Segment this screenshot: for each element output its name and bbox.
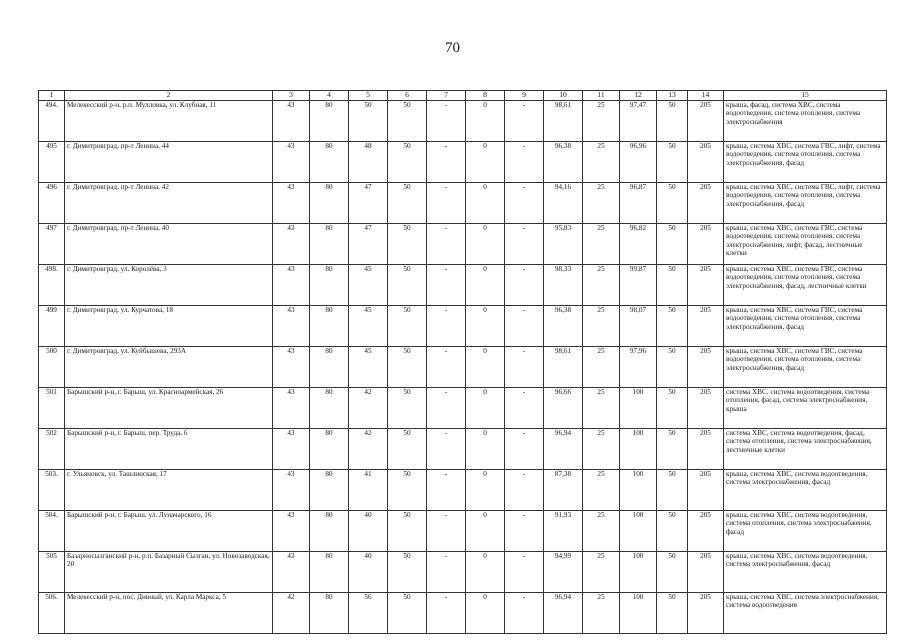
- value-cell: 98,61: [544, 101, 583, 142]
- value-cell: 94,16: [544, 183, 583, 224]
- table-row: [39, 142, 887, 183]
- address-cell: Мелекесский р-н, р.п. Мулловка, ул. Клубная, 11: [65, 101, 273, 142]
- value-cell: 42: [349, 429, 388, 470]
- table-body: [39, 101, 887, 634]
- value-cell: 50: [657, 183, 688, 224]
- value-cell: 50: [657, 511, 688, 552]
- value-cell: 50: [657, 470, 688, 511]
- value-cell: 80: [310, 306, 349, 347]
- row-number-cell: 495: [39, 142, 65, 183]
- column-header: 4: [310, 91, 349, 101]
- column-header: 3: [273, 91, 310, 101]
- value-cell: 25: [583, 552, 620, 593]
- value-cell: 25: [583, 224, 620, 265]
- value-cell: -: [427, 265, 466, 306]
- value-cell: -: [427, 183, 466, 224]
- value-cell: -: [427, 224, 466, 265]
- value-cell: 0: [466, 265, 505, 306]
- value-cell: 205: [688, 388, 724, 429]
- value-cell: 0: [466, 470, 505, 511]
- value-cell: 43: [273, 306, 310, 347]
- value-cell: 100: [620, 552, 657, 593]
- value-cell: 43: [273, 142, 310, 183]
- works-cell: крыша, система ХВС, система ГВС, лифт, система водоотведения, система отопления, система электроснабжения, фасад: [724, 183, 887, 224]
- table-row: [39, 224, 887, 265]
- address-cell: Мелекесский р-н, пос. Дивный, ул. Карла Маркса, 5: [65, 593, 273, 634]
- value-cell: -: [505, 101, 544, 142]
- value-cell: 50: [657, 101, 688, 142]
- value-cell: -: [505, 183, 544, 224]
- value-cell: 50: [388, 224, 427, 265]
- value-cell: 80: [310, 183, 349, 224]
- value-cell: 43: [273, 511, 310, 552]
- value-cell: 42: [273, 593, 310, 634]
- address-cell: г. Димитровград, ул. Куйбышева, 293А: [65, 347, 273, 388]
- value-cell: 50: [388, 142, 427, 183]
- value-cell: 25: [583, 347, 620, 388]
- value-cell: 205: [688, 101, 724, 142]
- value-cell: 56: [349, 593, 388, 634]
- value-cell: -: [427, 388, 466, 429]
- value-cell: -: [505, 224, 544, 265]
- value-cell: 100: [620, 470, 657, 511]
- value-cell: 40: [349, 552, 388, 593]
- value-cell: 50: [388, 306, 427, 347]
- row-number-cell: 506.: [39, 593, 65, 634]
- value-cell: 205: [688, 511, 724, 552]
- value-cell: 205: [688, 224, 724, 265]
- column-header: 1: [39, 91, 65, 101]
- value-cell: 45: [349, 347, 388, 388]
- table-row: [39, 265, 887, 306]
- value-cell: 205: [688, 265, 724, 306]
- value-cell: 0: [466, 593, 505, 634]
- works-cell: система ХВС, система водоотведения, фасад, система отопления, система электроснабжения, лестничные клетки: [724, 429, 887, 470]
- value-cell: 100: [620, 511, 657, 552]
- value-cell: -: [427, 593, 466, 634]
- value-cell: -: [505, 593, 544, 634]
- value-cell: 25: [583, 142, 620, 183]
- table-row: [39, 470, 887, 511]
- column-header: 12: [620, 91, 657, 101]
- page-number: 70: [445, 40, 460, 56]
- value-cell: -: [505, 265, 544, 306]
- value-cell: 87,38: [544, 470, 583, 511]
- value-cell: 205: [688, 429, 724, 470]
- value-cell: 0: [466, 224, 505, 265]
- value-cell: 50: [349, 101, 388, 142]
- row-number-cell: 504.: [39, 511, 65, 552]
- column-header: 9: [505, 91, 544, 101]
- row-number-cell: 496: [39, 183, 65, 224]
- value-cell: 47: [349, 224, 388, 265]
- value-cell: 80: [310, 470, 349, 511]
- row-number-cell: 503.: [39, 470, 65, 511]
- value-cell: 96,82: [620, 224, 657, 265]
- value-cell: 100: [620, 593, 657, 634]
- value-cell: 80: [310, 265, 349, 306]
- table-header-row: [39, 91, 887, 101]
- value-cell: 43: [273, 101, 310, 142]
- value-cell: 0: [466, 552, 505, 593]
- value-cell: 41: [349, 470, 388, 511]
- works-cell: система ХВС, система водоотведения, система отопления, фасад, система электроснабжения, крыша: [724, 388, 887, 429]
- value-cell: 205: [688, 306, 724, 347]
- value-cell: 95,83: [544, 224, 583, 265]
- works-cell: крыша, система ХВС, система электроснабжения, система водоотведения: [724, 593, 887, 634]
- value-cell: 50: [388, 388, 427, 429]
- value-cell: 50: [388, 552, 427, 593]
- value-cell: 50: [657, 552, 688, 593]
- column-header: 6: [388, 91, 427, 101]
- value-cell: 25: [583, 470, 620, 511]
- value-cell: -: [505, 347, 544, 388]
- row-number-cell: 505: [39, 552, 65, 593]
- value-cell: 47: [349, 183, 388, 224]
- value-cell: 80: [310, 429, 349, 470]
- table-row: [39, 347, 887, 388]
- value-cell: 0: [466, 306, 505, 347]
- table-row: [39, 511, 887, 552]
- value-cell: 25: [583, 388, 620, 429]
- value-cell: 25: [583, 593, 620, 634]
- value-cell: 96,38: [544, 306, 583, 347]
- value-cell: 96,94: [544, 593, 583, 634]
- value-cell: 50: [388, 347, 427, 388]
- value-cell: 100: [620, 429, 657, 470]
- value-cell: 99,87: [620, 265, 657, 306]
- address-cell: г. Димитровград, пр-т Ленина, 42: [65, 183, 273, 224]
- value-cell: 50: [657, 429, 688, 470]
- address-cell: Барышский р-н, г. Барыш, пер. Труда, 6: [65, 429, 273, 470]
- value-cell: 94,99: [544, 552, 583, 593]
- value-cell: 0: [466, 511, 505, 552]
- value-cell: 43: [273, 224, 310, 265]
- value-cell: 50: [657, 142, 688, 183]
- column-header: 11: [583, 91, 620, 101]
- value-cell: -: [427, 347, 466, 388]
- value-cell: 80: [310, 347, 349, 388]
- table-row: [39, 552, 887, 593]
- value-cell: 43: [273, 265, 310, 306]
- value-cell: -: [505, 511, 544, 552]
- value-cell: 40: [349, 511, 388, 552]
- value-cell: 25: [583, 306, 620, 347]
- value-cell: 80: [310, 224, 349, 265]
- value-cell: 205: [688, 347, 724, 388]
- table-row: [39, 101, 887, 142]
- value-cell: 25: [583, 183, 620, 224]
- works-cell: крыша, система ХВС, система водоотведения, система электроснабжения, фасад: [724, 552, 887, 593]
- value-cell: 25: [583, 101, 620, 142]
- value-cell: 43: [273, 552, 310, 593]
- value-cell: 80: [310, 552, 349, 593]
- value-cell: 50: [388, 101, 427, 142]
- address-cell: Барышский р-н, г. Барыш, ул. Красноармейская, 26: [65, 388, 273, 429]
- table-row: [39, 593, 887, 634]
- value-cell: 96,94: [544, 429, 583, 470]
- value-cell: 97,96: [620, 347, 657, 388]
- value-cell: 96,87: [620, 183, 657, 224]
- row-number-cell: 498.: [39, 265, 65, 306]
- value-cell: 0: [466, 142, 505, 183]
- value-cell: 80: [310, 511, 349, 552]
- works-cell: крыша, система ХВС, система водоотведения, система электроснабжения, фасад: [724, 470, 887, 511]
- address-cell: Базарносызганский р-н, р.п. Базарный Сызган, ул. Новозаводская, 20: [65, 552, 273, 593]
- value-cell: 25: [583, 429, 620, 470]
- value-cell: 0: [466, 429, 505, 470]
- row-number-cell: 501: [39, 388, 65, 429]
- value-cell: 96,66: [544, 388, 583, 429]
- value-cell: -: [427, 429, 466, 470]
- value-cell: 80: [310, 388, 349, 429]
- value-cell: -: [505, 388, 544, 429]
- value-cell: 0: [466, 347, 505, 388]
- column-header: 5: [349, 91, 388, 101]
- value-cell: -: [427, 101, 466, 142]
- value-cell: 45: [349, 306, 388, 347]
- value-cell: 50: [388, 183, 427, 224]
- value-cell: 50: [388, 593, 427, 634]
- works-cell: крыша, система ХВС, система ГВС, система водоотведения, система отопления, система электроснабжения, фасад: [724, 306, 887, 347]
- value-cell: 50: [388, 511, 427, 552]
- value-cell: 43: [273, 470, 310, 511]
- value-cell: 45: [349, 265, 388, 306]
- value-cell: 98,33: [544, 265, 583, 306]
- row-number-cell: 497: [39, 224, 65, 265]
- table-row: [39, 306, 887, 347]
- value-cell: 48: [349, 142, 388, 183]
- value-cell: 0: [466, 101, 505, 142]
- column-header: 13: [657, 91, 688, 101]
- value-cell: 80: [310, 101, 349, 142]
- value-cell: 80: [310, 142, 349, 183]
- value-cell: -: [505, 552, 544, 593]
- value-cell: 43: [273, 429, 310, 470]
- value-cell: 91,93: [544, 511, 583, 552]
- value-cell: 50: [657, 388, 688, 429]
- value-cell: 25: [583, 511, 620, 552]
- value-cell: 50: [657, 265, 688, 306]
- value-cell: -: [427, 552, 466, 593]
- value-cell: 43: [273, 388, 310, 429]
- value-cell: -: [427, 142, 466, 183]
- value-cell: 43: [273, 347, 310, 388]
- value-cell: 50: [388, 265, 427, 306]
- value-cell: 205: [688, 552, 724, 593]
- value-cell: 25: [583, 265, 620, 306]
- value-cell: 0: [466, 183, 505, 224]
- address-cell: г. Димитровград, пр-т Ленина, 40: [65, 224, 273, 265]
- address-cell: г. Димитровград, пр-т Ленина, 44: [65, 142, 273, 183]
- row-number-cell: 502: [39, 429, 65, 470]
- value-cell: 205: [688, 593, 724, 634]
- value-cell: -: [505, 306, 544, 347]
- value-cell: 42: [349, 388, 388, 429]
- value-cell: -: [505, 470, 544, 511]
- address-cell: г. Димитровград, ул. Королёва, 3: [65, 265, 273, 306]
- works-cell: крыша, система ХВС, система ГВС, система водоотведения, система отопления, система электроснабжения, фасад, лестничные клетки: [724, 265, 887, 306]
- column-header: 15: [724, 91, 887, 101]
- row-number-cell: 499: [39, 306, 65, 347]
- row-number-cell: 494.: [39, 101, 65, 142]
- value-cell: 98,61: [544, 347, 583, 388]
- works-cell: крыша, система ХВС, система ГВС, система водоотведения, система отопления, система электроснабжения, фасад: [724, 347, 887, 388]
- value-cell: -: [427, 470, 466, 511]
- value-cell: -: [427, 306, 466, 347]
- value-cell: 0: [466, 388, 505, 429]
- row-number-cell: 500: [39, 347, 65, 388]
- value-cell: 97,47: [620, 101, 657, 142]
- column-header: 7: [427, 91, 466, 101]
- value-cell: 43: [273, 183, 310, 224]
- value-cell: 98,07: [620, 306, 657, 347]
- works-cell: крыша, фасад, система ХВС, система водоотведения, система отопления, система электроснабжения: [724, 101, 887, 142]
- value-cell: 50: [388, 470, 427, 511]
- value-cell: 50: [388, 429, 427, 470]
- value-cell: 96,96: [620, 142, 657, 183]
- value-cell: 205: [688, 142, 724, 183]
- value-cell: -: [427, 511, 466, 552]
- value-cell: 50: [657, 347, 688, 388]
- value-cell: 96,38: [544, 142, 583, 183]
- value-cell: 50: [657, 593, 688, 634]
- table-row: [39, 388, 887, 429]
- column-header: 2: [65, 91, 273, 101]
- value-cell: -: [505, 142, 544, 183]
- value-cell: 50: [657, 224, 688, 265]
- table-row: [39, 429, 887, 470]
- value-cell: 205: [688, 183, 724, 224]
- table-row: [39, 183, 887, 224]
- value-cell: -: [505, 429, 544, 470]
- value-cell: 100: [620, 388, 657, 429]
- value-cell: 50: [657, 306, 688, 347]
- address-cell: г. Ульяновск, ул. Ташлинская, 17: [65, 470, 273, 511]
- value-cell: 80: [310, 593, 349, 634]
- works-cell: крыша, система ХВС, система ГВС, лифт, система водоотведения, система отопления, система электроснабжения, фасад: [724, 142, 887, 183]
- value-cell: 205: [688, 470, 724, 511]
- registry-table: [38, 90, 887, 634]
- column-header: 14: [688, 91, 724, 101]
- works-cell: крыша, система ХВС, система водоотведения, система отопления, система электроснабжения, фасад: [724, 511, 887, 552]
- column-header: 10: [544, 91, 583, 101]
- address-cell: Барышский р-н, г. Барыш, ул. Луначарского, 16: [65, 511, 273, 552]
- works-cell: крыша, система ХВС, система ГВС, система водоотведения, система отопления, система электроснабжения, лифт, фасад, лестничные клетки: [724, 224, 887, 265]
- column-header: 8: [466, 91, 505, 101]
- address-cell: г. Димитровград, ул. Курчатова, 18: [65, 306, 273, 347]
